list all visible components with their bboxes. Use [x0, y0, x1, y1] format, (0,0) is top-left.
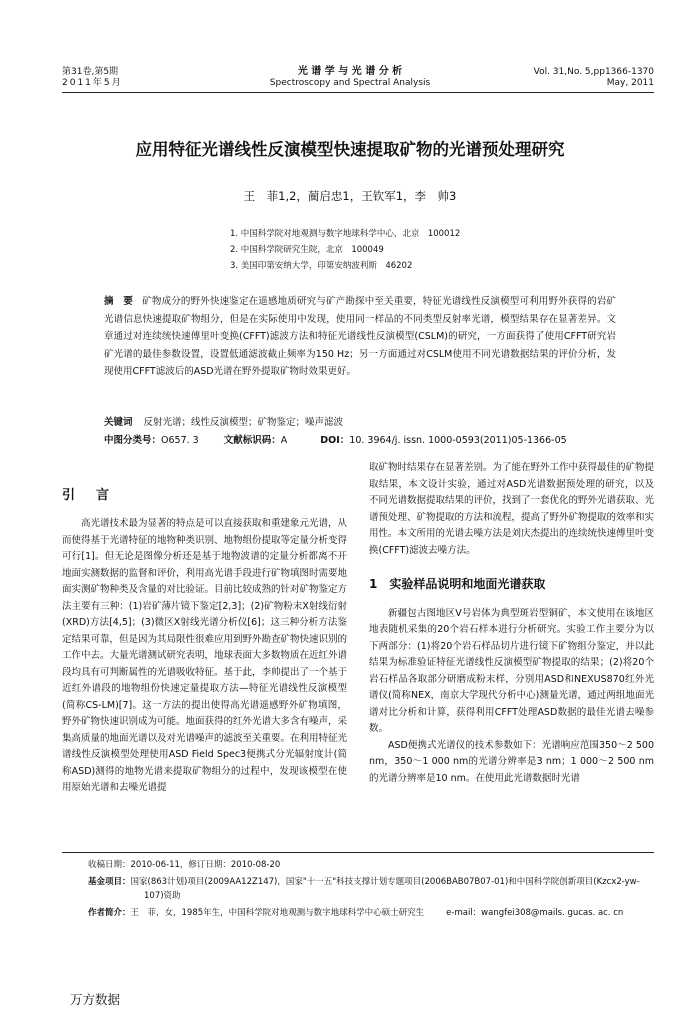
- keywords-label: 关键词: [104, 417, 133, 428]
- paper-title: 应用特征光谱线性反演模型快速提取矿物的光谱预处理研究: [135, 140, 565, 159]
- affiliations: [230, 226, 460, 274]
- keywords-text: 反射光谱；线性反演模型；矿物鉴定；噪声滤波: [143, 417, 344, 428]
- fund-label: 基金项目：: [88, 877, 131, 887]
- affiliation-3: 3. 美国印第安纳大学，印第安纳波利斯 46202: [230, 261, 413, 271]
- date-en: May, 2011: [606, 78, 654, 88]
- date-cn: 2011年5月: [62, 78, 123, 88]
- section1-heading: 1 实验样品说明和地面光谱获取: [369, 577, 546, 591]
- right-column: [369, 460, 654, 846]
- doi-value: 10. 3964/j. issn. 1000-0593(2011)05-1366-05: [349, 435, 567, 446]
- journal-title-en: Spectroscopy and Spectral Analysis: [269, 78, 431, 88]
- left-column: [62, 516, 347, 846]
- volume-issue-cn: 第31卷,第5期: [62, 67, 119, 77]
- volume-pages-en: Vol. 31,No. 5,pp1366-1370: [533, 67, 654, 77]
- intro-heading: 引 言: [62, 488, 114, 503]
- footnote-rule: [62, 852, 654, 853]
- abstract-label: 摘 要: [104, 296, 134, 307]
- affiliation-1: 1. 中国科学院对地观测与数字地球科学中心，北京 100012: [230, 229, 461, 239]
- header-rule: [62, 92, 654, 93]
- fund-info: [88, 875, 654, 903]
- section1-paragraph-1: 新疆包古图地区V号岩体为典型斑岩型铜矿，本文使用在该地区地表随机采集的20个岩石样本进行分析研究。实验工作主要分为以下两部分：(1)将20个岩石样品切片进行镜下矿物组分鉴定，并以此结果为标准验证特征光谱线性反演模型矿物提取的结果；(2)将20个岩石样品各取部分研磨成粉末样，分别用ASD和NEXUS870红外光谱仪(简称NEX，南京大学现代分析中心)测量光谱，通过两组地面光谱对比分析和计算，获得利用CFFT处理ASD数据的最佳光谱去噪参数。: [369, 607, 654, 734]
- clc-code: O657. 3: [161, 435, 199, 446]
- author-bio-label: 作者简介：: [88, 908, 131, 918]
- classification-line: [104, 432, 567, 446]
- intro-continuation: 取矿物时结果存在显著差别。为了能在野外工作中获得最佳的矿物提取结果，本文设计实验，通过对ASD光谱数据预处理的研究，以及不同光谱数据提取结果的评价，找到了一套优化的野外光谱获取、光谱预处理、矿物提取的方法和流程，提高了野外矿物提取的效率和实用性。本文所用的光谱去噪方法是刘庆杰提出的连续统快速傅里叶变换(CFFT)滤波去噪方法。: [369, 462, 654, 556]
- section1-paragraph-2: ASD便携式光谱仪的技术参数如下：光谱响应范围350～2 500 nm，350～1 000 nm的光谱分辨率是3 nm；1 000～2 500 nm的光谱分辨率是10 nm。在使用此光谱数据时光谱: [369, 739, 654, 784]
- abstract-text: 矿物成分的野外快速鉴定在遥感地质研究与矿产勘探中至关重要，特征光谱线性反演模型可利用野外获得的岩矿光谱信息快速提取矿物组分，但是在实际使用中发现，使用同一样品的不同类型反射率光谱，模型结果存在显著差异。文章通过对连续统快速傅里叶变换(CFFT)滤波方法和特征光谱线性反演模型(CSLM)的研究，一方面获得了使用CFFT研究岩矿光谱的最佳参数设置，设置低通滤波截止频率为150 Hz；另一方面通过对CSLM使用不同光谱数据结果的评价分析，发现使用CFFT滤波后的ASD光谱在野外提取矿物时效果更好。: [104, 296, 616, 377]
- affiliation-2: 2. 中国科学院研究生院，北京 100049: [230, 245, 384, 255]
- fund-text: 国家(863计划)项目(2009AA12Z147)，国家"十一五"科技支撑计划专题项目(2006BAB07B07-01)和中国科学院创新项目(Kzcx2-yw-107)资助: [130, 877, 640, 901]
- received-date: 收稿日期：2010-06-11，修订日期：2010-08-20: [88, 860, 281, 870]
- keywords: [104, 414, 343, 428]
- author-email: e-mail：wangfei308@mails. gucas. ac. cn: [446, 908, 624, 918]
- doc-label: 文献标识码：: [223, 435, 281, 446]
- author-list: 王 菲1,2，蔺启忠1，王钦军1，李 帅3: [243, 189, 457, 203]
- doi-label: DOI：: [320, 435, 350, 446]
- doc-code: A: [280, 435, 288, 446]
- author-bio: [88, 906, 654, 920]
- watermark: 万方数据: [70, 992, 121, 1007]
- journal-title-cn: 光 谱 学 与 光 谱 分 析: [297, 66, 403, 77]
- author-bio-text: 王 菲，女，1985年生，中国科学院对地观测与数字地球科学中心硕士研究生: [130, 908, 425, 918]
- intro-paragraph: 高光谱技术最为显著的特点是可以直接获取和重建象元光谱，从而使得基于光谱特征的地物种类识别、地物组份提取等定量分析变得可行[1]。但无论是图像分析还是基于地物波谱的定量分析都离不开地面实测数据的监督和评价，利用高光谱手段进行矿物填图时需要地面实测矿物种类及含量的对比验证。目前比较成熟的针对矿物鉴定方法主要有三种：(1)岩矿薄片镜下鉴定[2,3]；(2)矿物粉末X射线衍射(XRD)方法[4,5]；(3)微区X射线光谱分析仪[6]；这三种分析方法鉴定结果可靠，但是因为其局限性很难应用到野外勘查矿物快速识别的工作中去。大量光谱测试研究表明，地球表面大多数物质在近红外谱段均具有可判断属性的光谱吸收特征。基于此，李帅提出了一个基于近红外谱段的地物组份快速定量提取方法—特征光谱线性反演模型(简称CS-LM)[7]。这一方法的提出使得高光谱遥感野外矿物填图，野外矿物快速识别成为可能。地面获得的红外光谱大多含有噪声，采集高质量的地面光谱以及对光谱噪声的滤波至关重要。在利用特征光谱线性反演模型处理使用ASD Field Spec3便携式分光辐射度计(简称ASD)测得的地物光谱来提取矿物组分的过程中，发现该模型在使用原始光谱和去噪光谱提: [62, 518, 347, 793]
- abstract: [104, 293, 616, 381]
- clc-label: 中图分类号：: [104, 435, 162, 446]
- footnotes: [88, 858, 654, 920]
